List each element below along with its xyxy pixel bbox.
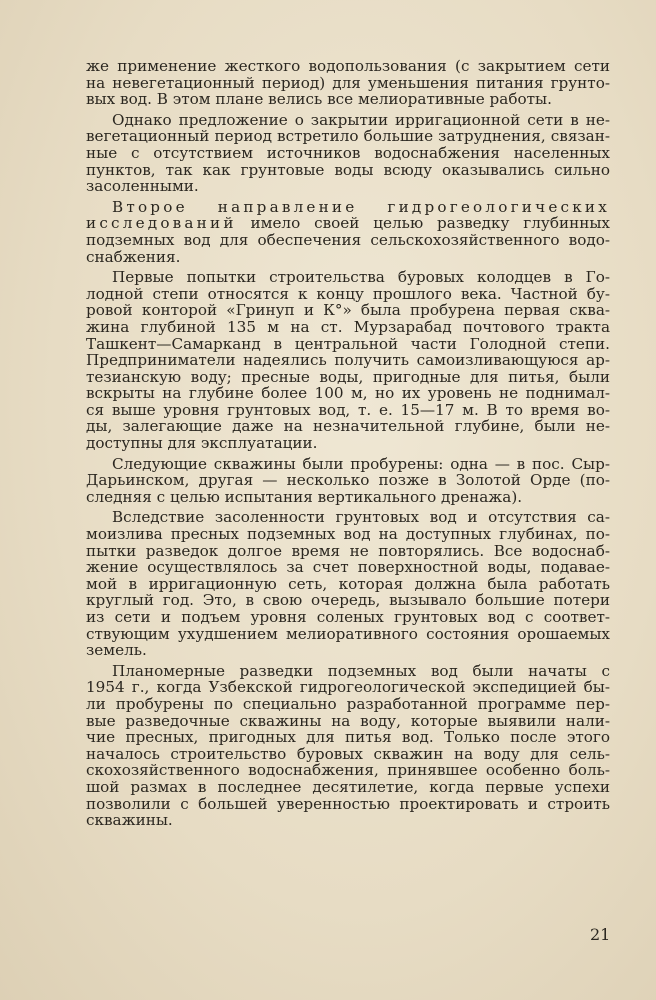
page-number: 21 [590, 925, 611, 944]
text-line: круглый год. Это, в свою очередь, вызывало большие потери [86, 591, 610, 610]
text-line: Предприниматели надеялись получить самоизливающуюся ар- [86, 351, 610, 370]
text-line: ды, залегающие даже на незначительной глубине, были не- [86, 417, 610, 436]
text-line: засоленными. [86, 177, 199, 196]
text-line: ствующим ухудшением мелиоративного состояния орошаемых [86, 624, 610, 643]
text-line: чие пресных, пригодных для питья вод. Только после этого [86, 728, 610, 747]
text-line: тезианскую воду; пресные воды, пригодные для питья, были [86, 367, 610, 386]
text-line: исследований имело своей целью разведку глубинных [86, 214, 610, 233]
text-line: же применение жесткого водопользования (с закрытием сети [86, 57, 610, 75]
text-line: пытки разведок долгое время не повторялись. Все водоснаб- [86, 541, 610, 560]
text-line: Дарьинском, другая — несколько позже в Золотой Орде (по- [86, 471, 610, 490]
paragraph [86, 456, 610, 506]
spaced-emphasis: исследований [86, 214, 237, 233]
text-line: Ташкент—Самарканд в центральной части Голодной степи. [86, 334, 610, 353]
text-line: ровой конторой «Гринуп и К°» была пробурена первая сква- [86, 301, 610, 320]
text-line: Первые попытки строительства буровых колодцев в Го- [112, 268, 610, 287]
text-line: Следующие скважины были пробурены: одна — в пос. Сыр- [112, 454, 610, 473]
text-line: ные с отсутствием источников водоснабжения населенных [86, 143, 610, 162]
text-line: подземных вод для обеспечения сельскохозяйственного водо- [86, 230, 610, 249]
body-text [86, 58, 610, 833]
text-line: мой в ирригационную сеть, которая должна была работать [86, 574, 610, 593]
paragraph [86, 112, 610, 195]
text-line: вегетационный период встретило большие затруднения, связан- [86, 127, 610, 146]
text-line: жина глубиной 135 м на ст. Мурзарабад почтового тракта [86, 317, 610, 336]
text-line: земель. [86, 641, 147, 660]
text-line: вых вод. В этом плане велись все мелиоративные работы. [86, 90, 552, 109]
spaced-emphasis: Второе направление гидрогеологических [112, 197, 610, 216]
text-line: доступны для эксплуатации. [86, 434, 318, 453]
text-line: Вследствие засоленности грунтовых вод и отсутствия са- [112, 508, 610, 527]
text-line: шой размах в последнее десятилетие, когда первые успехи [86, 777, 610, 796]
text-line: жение осуществлялось за счет поверхностной воды, подавае- [86, 558, 610, 577]
text-line: позволили с большей уверенностью проектировать и строить [86, 794, 610, 813]
text-line: скохозяйственного водоснабжения, принявшее особенно боль- [86, 761, 610, 780]
text-line: вскрыты на глубине более 100 м, но их уровень не поднимал- [86, 384, 610, 403]
text-line: вые разведочные скважины на воду, которые выявили нали- [86, 711, 610, 730]
text-line: моизлива пресных подземных вод на доступных глубинах, по- [86, 525, 610, 544]
text-line [86, 199, 610, 216]
text-line: Однако предложение о закрытии ирригационной сети в не- [112, 110, 610, 129]
paragraph [86, 58, 610, 108]
paragraph [86, 509, 610, 658]
text-line: Планомерные разведки подземных вод были начаты с [112, 661, 610, 680]
text-line: пунктов, так как грунтовые воды всюду оказывались сильно [86, 160, 610, 179]
text-line: 1954 г., когда Узбекской гидрогеологической экспедицией бы- [86, 678, 610, 697]
text-line: снабжения. [86, 247, 181, 266]
paragraph [86, 199, 610, 265]
text-line: ли пробурены по специально разработанной программе пер- [86, 694, 610, 713]
text-line: ся выше уровня грунтовых вод, т. е. 15—17 м. В то время во- [86, 400, 610, 419]
text-line: началось строительство буровых скважин на воду для сель- [86, 744, 610, 763]
text-line: скважины. [86, 811, 173, 830]
paragraph [86, 269, 610, 452]
text-line: лодной степи относятся к концу прошлого века. Частной бу- [86, 284, 610, 303]
text-line: на невегетационный период) для уменьшения питания грунто- [86, 73, 610, 92]
text-line: из сети и подъем уровня соленых грунтовых вод с соответ- [86, 608, 610, 626]
paragraph [86, 663, 610, 829]
text-line: следняя с целью испытания вертикального дренажа). [86, 487, 523, 506]
